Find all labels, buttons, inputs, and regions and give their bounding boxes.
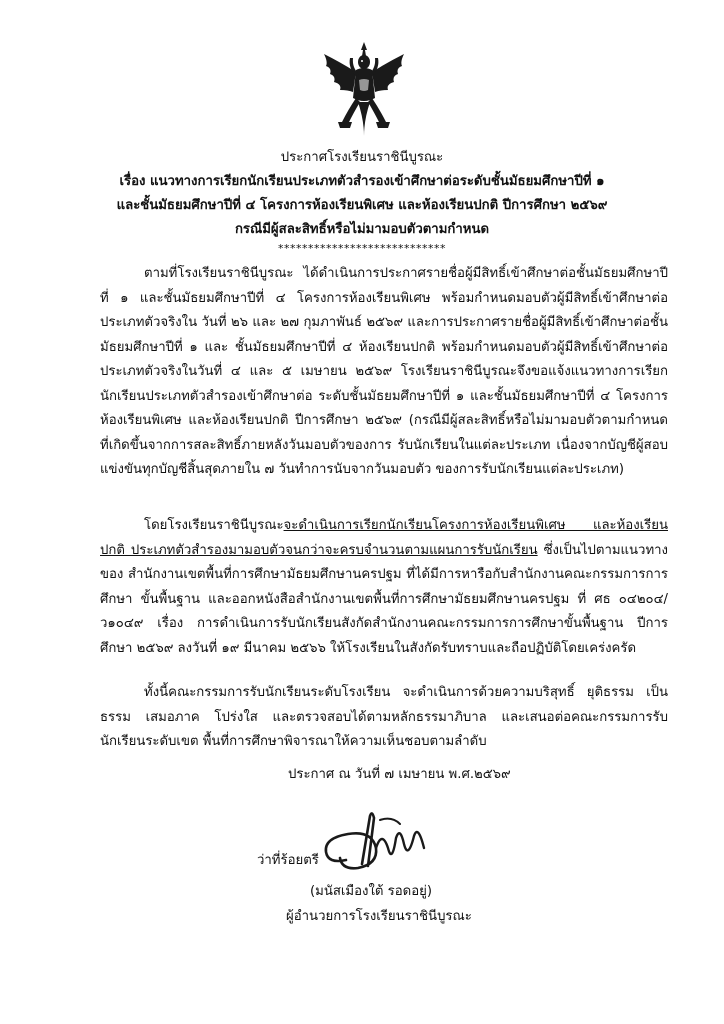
paragraph-2-lead: โดยโรงเรียนราชินีบูรณะ xyxy=(144,518,284,533)
body-paragraph-3: ทั้งนี้คณะกรรมการรับนักเรียนระดับโรงเรียน จะดำเนินการด้วยความบริสุทธิ์ ยุติธรรม เป็นธรรม เสมอภาค โปร่งใส และตรวจสอบได้ตามหลักธรรมาภิบาล และเสนอต่อคณะกรรมการรับนักเรียนระดับเขต พื้นที่การศึกษาพิจารณาให้ความเห็นชอบตามลำดับ xyxy=(100,685,668,749)
announcement-heading: ประกาศโรงเรียนราชินีบูรณะ xyxy=(280,150,444,165)
announcement-date: ประกาศ ณ วันที่ ๗ เมษายน พ.ศ.๒๕๖๙ xyxy=(288,767,511,782)
paragraph-2-rest: ซึ่งเป็นไปตามแนวทางของ สำนักงานเขตพื้นที่การศึกษามัธยมศึกษานครปฐม ที่ได้มีการหารือกับสำนักงานคณะกรรมการการศึกษา ขั้นพื้นฐาน และออกหนังสือสำนักงานเขตพื้นที่การศึกษามัธยมศึกษานครปฐม ที่ ศธ ๐๔๒๐๔/ว๑๐๔๙ เรื่อง การดำเนินการรับนักเรียนสังกัดสำนักงานคณะกรรมการการศึกษาขั้นพื้นฐาน ปีการศึกษา ๒๕๖๙ ลงวันที่ ๑๙ มีนาคม ๒๕๖๖ ให้โรงเรียนในสังกัดรับทราบและถือปฏิบัติโดยเคร่งครัด xyxy=(100,542,668,656)
separator-stars: **************************** xyxy=(278,242,446,255)
signer-position: ผู้อำนวยการโรงเรียนราชินีบูรณะ xyxy=(286,909,472,924)
body-paragraph-2 xyxy=(100,514,668,661)
signer-name: (มนัสเมืองใต้ รอดอยู่) xyxy=(310,884,433,899)
garuda-emblem-icon xyxy=(318,40,410,140)
subject-line-2: และชั้นมัธยมศึกษาปีที่ ๔ โครงการห้องเรียนพิเศษ และห้องเรียนปกติ ปีการศึกษา ๒๕๖๙ xyxy=(116,198,608,213)
signer-rank: ว่าที่ร้อยตรี xyxy=(257,853,319,868)
body-paragraph-1: ตามที่โรงเรียนราชินีบูรณะ ได้ดำเนินการประกาศรายชื่อผู้มีสิทธิ์เข้าศึกษาต่อชั้นมัธยมศึกษาปีที่ ๑ และชั้นมัธยมศึกษาปีที่ ๔ โครงการห้องเรียนพิเศษ พร้อมกำหนดมอบตัวผู้มีสิทธิ์เข้าศึกษาต่อประเภทตัวจริงใน วันที่ ๒๖ และ ๒๗ กุมภาพันธ์ ๒๕๖๙ และการประกาศรายชื่อผู้มีสิทธิ์เข้าศึกษาต่อชั้นมัธยมศึกษาปีที่ ๑ และ ชั้นมัธยมศึกษาปีที่ ๔ ห้องเรียนปกติ พร้อมกำหนดมอบตัวผู้มีสิทธิ์เข้าศึกษาต่อประเภทตัวจริงในวันที่ ๔ และ ๕ เมษายน ๒๕๖๙ โรงเรียนราชินีบูรณะจึงขอแจ้งแนวทางการเรียกนักเรียนประเภทตัวสำรองเข้าศึกษาต่อ ระดับชั้นมัธยมศึกษาปีที่ ๑ และชั้นมัธยมศึกษาปีที่ ๔ โครงการห้องเรียนพิเศษ และห้องเรียนปกติ ปีการศึกษา ๒๕๖๙ (กรณีมีผู้สละสิทธิ์หรือไม่มามอบตัวตามกำหนด ที่เกิดขึ้นจากการสละสิทธิ์ภายหลังวันมอบตัวของการ รับนักเรียนในแต่ละประเภท เนื่องจากบัญชีผู้สอบแข่งขันทุกบัญชีสิ้นสุดภายใน ๗ วันทำการนับจากวันมอบตัว ของการรับนักเรียนแต่ละประเภท) xyxy=(100,266,668,477)
subject-line-1: เรื่อง แนวทางการเรียกนักเรียนประเภทตัวสำรองเข้าศึกษาต่อระดับชั้นมัธยมศึกษาปีที่ ๑ xyxy=(119,174,605,189)
subject-line-3: กรณีมีผู้สละสิทธิ์หรือไม่มามอบตัวตามกำหนด xyxy=(234,222,490,237)
paragraph-2-underlined: จะดำเนินการเรียกนักเรียนโครงการห้องเรียนพิเศษ และห้องเรียนปกติ ประเภทตัวสำรองมามอบตัวจนกว่าจะครบจำนวนตามแผนการรับนักเรียน xyxy=(100,518,668,558)
signature-icon xyxy=(318,808,468,888)
